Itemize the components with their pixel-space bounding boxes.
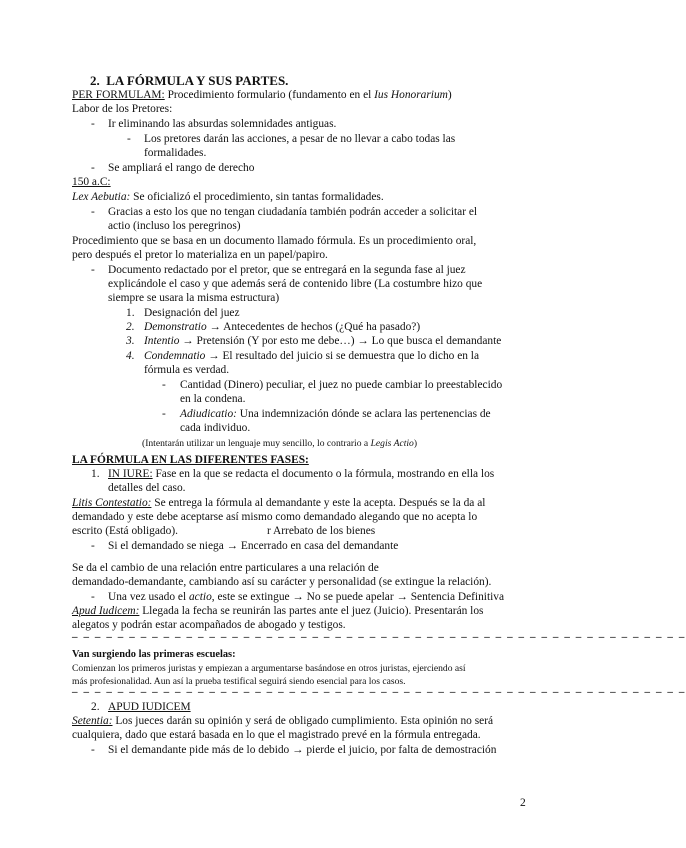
list-item-text: Designación del juez xyxy=(144,307,240,319)
litis-text: Se entrega la fórmula al demandante y este la acepta. Después se la da al xyxy=(151,497,486,509)
bullet-dash: - xyxy=(162,379,166,391)
sententia-text: cualquiera, dado que estará basada en lo que el magistrado prevé en la fórmula entregada. xyxy=(72,729,481,741)
list-item-text: fórmula es verdad. xyxy=(144,364,230,376)
list-number: 4. xyxy=(126,350,135,362)
bullet-dash: - xyxy=(91,264,95,276)
bullet-dash: - xyxy=(91,591,95,603)
paragraph-text: demandado-demandante, cambiando así su carácter y personalidad (se extingue la relación). xyxy=(72,576,492,588)
list-item xyxy=(144,334,501,349)
list-number: 3. xyxy=(126,335,135,347)
list-item xyxy=(144,320,420,335)
litis-text: demandado y este debe aceptarse así mismo como demandado alegando que no acepta lo xyxy=(72,511,478,523)
bullet-text: Si el demandante pide más de lo debido → pierde el juicio, por falta de demostración xyxy=(108,744,497,756)
list-number: 2. xyxy=(91,701,100,713)
bullet-text: Los pretores darán las acciones, a pesar de no llevar a cabo todas las xyxy=(144,133,456,145)
bullet-text: Gracias a esto los que no tengan ciudadanía también podrán acceder a solicitar el xyxy=(108,206,478,218)
paragraph-text: Se da el cambio de una relación entre particulares a una relación de xyxy=(72,562,379,574)
heading-number: 2. xyxy=(90,73,100,88)
bullet-text: siempre se usara la misma estructura) xyxy=(108,292,280,304)
bullet-text: formalidades. xyxy=(144,147,207,159)
legis-actio: Legis Actio xyxy=(370,438,414,449)
list-item-text: → Pretensión (Y por esto me debe…) → Lo que busca el demandante xyxy=(179,335,502,347)
bullet-dash: - xyxy=(91,118,95,130)
bullet-dash: - xyxy=(91,744,95,756)
lex-aebutia-text: Se oficializó el procedimiento, sin tantas formalidades. xyxy=(130,191,384,203)
sententia-line xyxy=(72,714,493,729)
bullet-text: en la condena. xyxy=(180,393,246,405)
dashed-separator: – – – – – – – – – – – – – – – – – – – – – – – – – – – – – – – – – – – – – – – – – – – – – – – – – – – – – – xyxy=(72,631,686,643)
paragraph-text: pero después el pretor lo materializa en un papel/papiro. xyxy=(72,249,328,261)
litis-text: escrito (Está obligado). xyxy=(72,525,178,537)
bullet-text: explicándole el caso y que además será de contenido libre (La costumbre hizo que xyxy=(108,278,483,290)
condemnatio: Condemnatio xyxy=(144,350,206,362)
adiudicatio: Adiudicatio: xyxy=(180,408,237,420)
bullet-text: , este se extingue → No se puede apelar → Sentencia Definitiva xyxy=(211,591,505,603)
list-number: 1. xyxy=(126,307,135,319)
lex-aebutia: Lex Aebutia: xyxy=(72,191,131,203)
bullet-text: Si el demandado se niega → Encerrado en casa del demandante xyxy=(108,540,399,552)
apud-iudicem-heading: APUD IUDICEM xyxy=(108,701,191,713)
fases-heading: LA FÓRMULA EN LAS DIFERENTES FASES: xyxy=(72,454,309,466)
page-number: 2 xyxy=(520,797,526,809)
adiudicatio-line xyxy=(180,407,491,422)
per-formulam-end: ) xyxy=(447,89,452,101)
bullet-dash: - xyxy=(91,540,95,552)
labor-pretores: Labor de los Pretores: xyxy=(72,103,173,115)
intentio: Intentio xyxy=(144,335,180,347)
apud-text: Llegada la fecha se reunirán las partes ante el juez (Juicio). Presentarán los xyxy=(139,605,484,617)
in-iure-text: detalles del caso. xyxy=(108,482,186,494)
ius-honorarium: Ius Honorarium xyxy=(374,89,448,101)
section-heading xyxy=(90,73,288,88)
bullet-text: Una vez usado el xyxy=(108,591,189,603)
in-iure-line xyxy=(108,467,494,482)
list-number: 1. xyxy=(91,468,100,480)
bullet-text: Una indemnización dónde se aclara las pertenencias de xyxy=(236,408,491,420)
litis-line xyxy=(72,496,485,511)
list-number: 2. xyxy=(126,321,135,333)
apud-text: alegatos y podrán estar acompañados de abogado y testigos. xyxy=(72,619,346,631)
apud-line xyxy=(72,604,483,619)
in-iure-label: IN IURE: xyxy=(108,468,153,480)
bullet-dash: - xyxy=(127,133,131,145)
demonstratio: Demonstratio xyxy=(144,321,207,333)
arrebato-text: r Arrebato de los bienes xyxy=(267,525,376,537)
list-item-text: → El resultado del juicio si se demuestra que lo dicho en la xyxy=(205,350,480,362)
escuelas-title: Van surgiendo las primeras escuelas: xyxy=(72,649,236,660)
escuelas-text: más profesionalidad. Aun así la prueba testifical seguirá siendo esencial para los casos. xyxy=(72,676,406,687)
apud-iudicem-label: Apud Iudicem: xyxy=(72,605,140,617)
sententia-label: Setentia: xyxy=(72,715,113,727)
escuelas-text: Comienzan los primeros juristas y empiezan a argumentarse basándose en otros juristas, ejerciendo así xyxy=(72,663,466,674)
per-formulam-line xyxy=(72,88,452,103)
per-formulam-label: PER FORMULAM: xyxy=(72,89,165,101)
bullet-dash: - xyxy=(91,206,95,218)
actio: actio xyxy=(188,591,212,603)
litis-contestatio-label: Litis Contestatio: xyxy=(72,497,152,509)
per-formulam-text: Procedimiento formulario (fundamento en el xyxy=(164,89,375,101)
lex-aebutia-line xyxy=(72,190,384,205)
sententia-text: Los jueces darán su opinión y será de obligado cumplimiento. Esta opinión no será xyxy=(112,715,494,727)
note-end: ) xyxy=(413,438,418,449)
paragraph-text: Procedimiento que se basa en un documento llamado fórmula. Es un procedimiento oral, xyxy=(72,235,477,247)
dashed-separator: – – – – – – – – – – – – – – – – – – – – – – – – – – – – – – – – – – – – – – – – – – – – – – – – – – – – – – xyxy=(72,686,686,698)
bullet-dash: - xyxy=(91,162,95,174)
bullet-text: actio (incluso los peregrinos) xyxy=(108,220,241,232)
bullet-text: Cantidad (Dinero) peculiar, el juez no puede cambiar lo preestablecido xyxy=(180,379,503,391)
bullet-text: Se ampliará el rango de derecho xyxy=(108,162,255,174)
in-iure-text: Fase en la que se redacta el documento o la fórmula, mostrando en ella los xyxy=(152,468,495,480)
bullet-text: Ir eliminando las absurdas solemnidades antiguas. xyxy=(108,118,337,130)
list-item-text: → Antecedentes de hechos (¿Qué ha pasado?) xyxy=(206,321,421,333)
year-label: 150 a.C: xyxy=(72,176,111,188)
list-item xyxy=(144,349,479,364)
note-text: (Intentarán utilizar un lenguaje muy sencillo, lo contrario a xyxy=(142,438,371,449)
actio-line xyxy=(108,590,504,605)
bullet-text: cada individuo. xyxy=(180,422,251,434)
note-line xyxy=(142,436,417,451)
bullet-text: Documento redactado por el pretor, que se entregará en la segunda fase al juez xyxy=(108,264,466,276)
bullet-dash: - xyxy=(162,408,166,420)
heading-title: LA FÓRMULA Y SUS PARTES. xyxy=(106,73,289,88)
